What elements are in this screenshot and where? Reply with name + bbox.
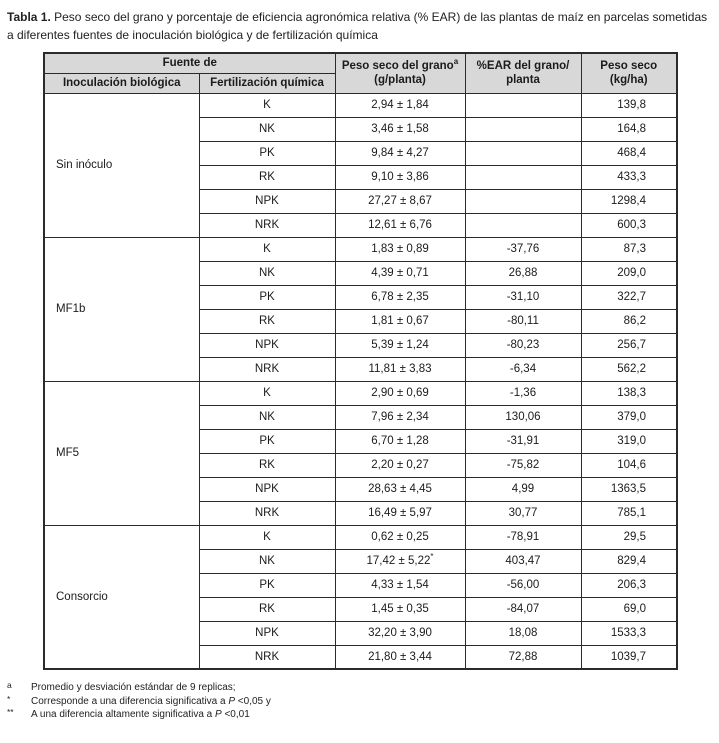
- ear-value-cell: [465, 93, 581, 117]
- fertilization-cell: K: [199, 237, 335, 261]
- dry-weight-kgha-cell: 69,0: [581, 597, 677, 621]
- fertilization-cell: NK: [199, 549, 335, 573]
- grain-dry-weight-cell: 28,63 ± 4,45: [335, 477, 465, 501]
- header-row-1: [44, 53, 677, 73]
- header-ear-line2: planta: [506, 74, 540, 87]
- fertilization-cell: PK: [199, 285, 335, 309]
- fertilization-cell: RK: [199, 309, 335, 333]
- fertilization-cell: K: [199, 381, 335, 405]
- grain-dry-weight-cell: 1,81 ± 0,67: [335, 309, 465, 333]
- grain-dry-weight-cell: 2,20 ± 0,27: [335, 453, 465, 477]
- ear-value-cell: [465, 141, 581, 165]
- grain-dry-weight-cell: 11,81 ± 3,83: [335, 357, 465, 381]
- fertilization-cell: NPK: [199, 621, 335, 645]
- grain-dry-weight-cell: 4,39 ± 0,71: [335, 261, 465, 285]
- dry-weight-kgha-cell: 1039,7: [581, 645, 677, 669]
- ear-value-cell: -31,10: [465, 285, 581, 309]
- dry-weight-kgha-cell: 433,3: [581, 165, 677, 189]
- grain-dry-weight-cell: 5,39 ± 1,24: [335, 333, 465, 357]
- footnote-text: Corresponde a una diferencia significativa a P <0,05 y: [31, 695, 271, 707]
- grain-dry-weight-cell: 21,80 ± 3,44: [335, 645, 465, 669]
- ear-value-cell: -75,82: [465, 453, 581, 477]
- ear-value-cell: -80,23: [465, 333, 581, 357]
- header-fertilizacion: Fertilización química: [199, 73, 335, 93]
- footnote-text: Promedio y desviación estándar de 9 replicas;: [31, 682, 236, 693]
- table-row: [44, 525, 677, 549]
- table-caption: [7, 8, 712, 44]
- fertilization-cell: NPK: [199, 189, 335, 213]
- grain-dry-weight-cell: 9,84 ± 4,27: [335, 141, 465, 165]
- dry-weight-kgha-cell: 206,3: [581, 573, 677, 597]
- fertilization-cell: NK: [199, 405, 335, 429]
- table-caption-text: Peso seco del grano y porcentaje de eficiencia agronómica relativa (% EAR) de las plantas de maíz en parcelas sometidas a diferentes fuentes de inoculación biológica y de fertilización química: [7, 10, 708, 42]
- footnotes: [7, 681, 712, 722]
- dry-weight-kgha-cell: 138,3: [581, 381, 677, 405]
- grain-dry-weight-cell: 3,46 ± 1,58: [335, 117, 465, 141]
- dry-weight-kgha-cell: 164,8: [581, 117, 677, 141]
- ear-value-cell: -78,91: [465, 525, 581, 549]
- header-fuente-de: Fuente de: [44, 53, 335, 73]
- grain-dry-weight-cell: 27,27 ± 8,67: [335, 189, 465, 213]
- fertilization-cell: PK: [199, 573, 335, 597]
- dry-weight-kgha-cell: 785,1: [581, 501, 677, 525]
- header-inoculacion: Inoculación biológica: [44, 73, 199, 93]
- footnote-marker: a: [7, 680, 12, 690]
- dry-weight-kgha-cell: 600,3: [581, 213, 677, 237]
- header-dry-weight-kgha-line1: Peso seco: [600, 59, 658, 72]
- dry-weight-kgha-cell: 29,5: [581, 525, 677, 549]
- ear-value-cell: 130,06: [465, 405, 581, 429]
- dry-weight-kgha-cell: 319,0: [581, 429, 677, 453]
- header-dry-weight-kgha: [581, 53, 677, 93]
- ear-value-cell: -31,91: [465, 429, 581, 453]
- dry-weight-kgha-cell: 1363,5: [581, 477, 677, 501]
- dry-weight-kgha-cell: 209,0: [581, 261, 677, 285]
- table-row: [44, 237, 677, 261]
- table-row: [44, 381, 677, 405]
- grain-dry-weight-cell: 16,49 ± 5,97: [335, 501, 465, 525]
- table-header: [44, 53, 677, 93]
- fertilization-cell: K: [199, 93, 335, 117]
- grain-dry-weight-cell: 0,62 ± 0,25: [335, 525, 465, 549]
- ear-value-cell: 30,77: [465, 501, 581, 525]
- footnote-text: A una diferencia altamente significativa a P <0,01: [31, 709, 250, 720]
- table-caption-label: Tabla 1.: [7, 10, 51, 24]
- fertilization-cell: NRK: [199, 645, 335, 669]
- fertilization-cell: NRK: [199, 501, 335, 525]
- grain-dry-weight-cell: 17,42 ± 5,22*: [335, 549, 465, 573]
- dry-weight-kgha-cell: 86,2: [581, 309, 677, 333]
- footnote: [7, 695, 712, 709]
- footnote: [7, 708, 712, 722]
- dry-weight-kgha-cell: 468,4: [581, 141, 677, 165]
- ear-value-cell: [465, 117, 581, 141]
- ear-value-cell: -56,00: [465, 573, 581, 597]
- fertilization-cell: RK: [199, 453, 335, 477]
- grain-dry-weight-cell: 9,10 ± 3,86: [335, 165, 465, 189]
- fertilization-cell: PK: [199, 429, 335, 453]
- ear-value-cell: -1,36: [465, 381, 581, 405]
- grain-dry-weight-cell: 12,61 ± 6,76: [335, 213, 465, 237]
- fertilization-cell: NRK: [199, 357, 335, 381]
- header-grain-dry-weight-line1: Peso seco del grano: [341, 59, 454, 72]
- fertilization-cell: NPK: [199, 477, 335, 501]
- table-row: [44, 93, 677, 117]
- grain-dry-weight-cell: 1,45 ± 0,35: [335, 597, 465, 621]
- grain-dry-weight-cell: 2,94 ± 1,84: [335, 93, 465, 117]
- ear-value-cell: 403,47: [465, 549, 581, 573]
- ear-value-cell: -84,07: [465, 597, 581, 621]
- footnote: [7, 681, 712, 695]
- ear-value-cell: 26,88: [465, 261, 581, 285]
- footnote-marker: *: [7, 693, 11, 704]
- grain-dry-weight-cell: 4,33 ± 1,54: [335, 573, 465, 597]
- grain-dry-weight-cell: 7,96 ± 2,34: [335, 405, 465, 429]
- fertilization-cell: NPK: [199, 333, 335, 357]
- dry-weight-kgha-cell: 104,6: [581, 453, 677, 477]
- grain-dry-weight-cell: 1,83 ± 0,89: [335, 237, 465, 261]
- dry-weight-kgha-cell: 87,3: [581, 237, 677, 261]
- grain-dry-weight-cell: 32,20 ± 3,90: [335, 621, 465, 645]
- fertilization-cell: K: [199, 525, 335, 549]
- dry-weight-kgha-cell: 322,7: [581, 285, 677, 309]
- header-grain-dry-weight-unit: (g/planta): [374, 74, 426, 87]
- ear-value-cell: -37,76: [465, 237, 581, 261]
- ear-value-cell: 4,99: [465, 477, 581, 501]
- inoculation-group-label: Consorcio: [44, 525, 199, 669]
- fertilization-cell: NK: [199, 261, 335, 285]
- ear-value-cell: -6,34: [465, 357, 581, 381]
- inoculation-group-label: MF1b: [44, 237, 199, 381]
- fertilization-cell: NRK: [199, 213, 335, 237]
- table-body: [44, 93, 677, 669]
- grain-dry-weight-cell: 2,90 ± 0,69: [335, 381, 465, 405]
- results-table: [43, 52, 678, 670]
- ear-value-cell: [465, 165, 581, 189]
- dry-weight-kgha-cell: 379,0: [581, 405, 677, 429]
- ear-value-cell: [465, 189, 581, 213]
- fertilization-cell: NK: [199, 117, 335, 141]
- inoculation-group-label: Sin inóculo: [44, 93, 199, 237]
- header-ear: [465, 53, 581, 93]
- ear-value-cell: 18,08: [465, 621, 581, 645]
- fertilization-cell: RK: [199, 597, 335, 621]
- dry-weight-kgha-cell: 256,7: [581, 333, 677, 357]
- header-dry-weight-kgha-unit: (kg/ha): [609, 74, 648, 87]
- fertilization-cell: PK: [199, 141, 335, 165]
- grain-dry-weight-cell: 6,70 ± 1,28: [335, 429, 465, 453]
- grain-dry-weight-cell: 6,78 ± 2,35: [335, 285, 465, 309]
- dry-weight-kgha-cell: 139,8: [581, 93, 677, 117]
- inoculation-group-label: MF5: [44, 381, 199, 525]
- header-ear-line1: %EAR del grano/: [476, 59, 570, 72]
- fertilization-cell: RK: [199, 165, 335, 189]
- dry-weight-kgha-cell: 829,4: [581, 549, 677, 573]
- dry-weight-kgha-cell: 562,2: [581, 357, 677, 381]
- header-footnote-a-marker: a: [453, 57, 459, 67]
- dry-weight-kgha-cell: 1533,3: [581, 621, 677, 645]
- header-grain-dry-weight: [335, 53, 465, 93]
- ear-value-cell: 72,88: [465, 645, 581, 669]
- dry-weight-kgha-cell: 1298,4: [581, 189, 677, 213]
- footnote-marker: **: [7, 707, 14, 717]
- significance-marker: *: [430, 552, 434, 562]
- ear-value-cell: -80,11: [465, 309, 581, 333]
- ear-value-cell: [465, 213, 581, 237]
